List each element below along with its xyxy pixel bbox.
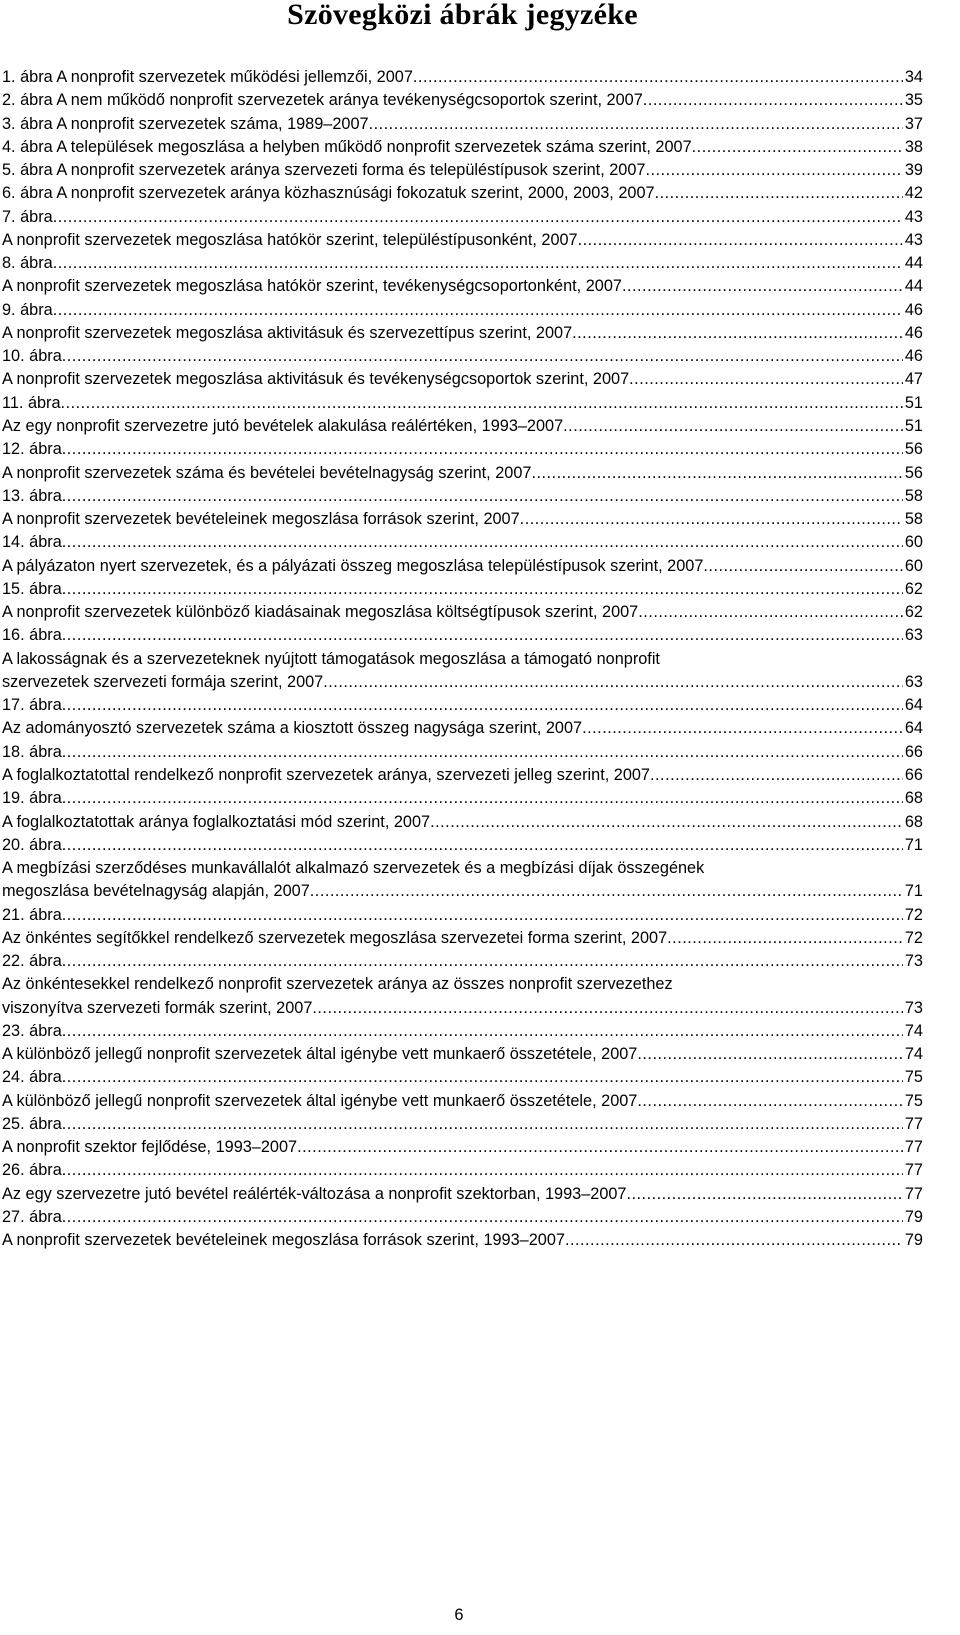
dot-leader: [61, 392, 903, 415]
toc-entry-title: A nonprofit szervezetek bevételeinek megoszlása források szerint, 1993–2007: [2, 1231, 565, 1250]
toc-entry-page: 46: [904, 323, 923, 342]
toc-entry[interactable]: [2, 1020, 923, 1043]
toc-entry-page: 74: [904, 1021, 923, 1040]
toc-entry-title: 1. ábra A nonprofit szervezetek működési jellemzői, 2007: [2, 68, 413, 86]
toc-entry-page: 73: [904, 998, 923, 1017]
dot-leader: [650, 764, 903, 787]
toc-entry-page: 51: [904, 393, 923, 412]
toc-entry-page: 43: [904, 207, 923, 226]
toc-entry[interactable]: [2, 601, 923, 624]
toc-entry[interactable]: [2, 1206, 923, 1229]
toc-entry-title: 21. ábra: [2, 905, 62, 924]
toc-entry-title: 2. ábra A nem működő nonprofit szervezetek aránya tevékenységcsoportok szerint, 2007: [2, 91, 643, 110]
toc-entry-page: 75: [904, 1068, 923, 1087]
toc-entry[interactable]: [2, 415, 923, 438]
toc-entry-page: 77: [904, 1138, 923, 1157]
dot-leader: [62, 531, 903, 554]
toc-entry-title: A nonprofit szervezetek bevételeinek megoszlása források szerint, 2007: [2, 510, 520, 529]
toc-entry-title: szervezetek szervezeti formája szerint, 2007: [2, 672, 324, 691]
page-number: 6: [454, 1606, 464, 1624]
dot-leader: [692, 136, 903, 159]
dot-leader: [297, 1136, 903, 1159]
dot-leader: [62, 787, 903, 810]
toc-entry-page: 44: [904, 277, 923, 296]
dot-leader: [667, 927, 903, 950]
dot-leader: [53, 206, 903, 229]
toc-entry-title: A nonprofit szervezetek száma és bevételei bevételnagyság szerint, 2007: [2, 463, 532, 482]
toc-entry[interactable]: [2, 159, 923, 182]
toc-entry-page: 74: [904, 1045, 923, 1064]
toc-entry-title: 4. ábra A települések megoszlása a helyben működő nonprofit szervezetek száma szerint, 2007: [2, 137, 692, 156]
toc-entry-title: megoszlása bevételnagyság alapján, 2007: [2, 882, 310, 901]
toc-entry[interactable]: [2, 624, 923, 647]
dot-leader: [53, 252, 903, 275]
dot-leader: [582, 717, 903, 740]
toc-entry-page: 56: [904, 463, 923, 482]
toc-entry-page: 68: [904, 812, 923, 831]
toc-entry[interactable]: [2, 694, 923, 717]
toc-entry[interactable]: [2, 1113, 923, 1136]
dot-leader: [703, 555, 902, 578]
toc-entry-title: A nonprofit szervezetek különböző kiadásainak megoszlása költségtípusok szerint, 2007: [2, 603, 639, 622]
toc-entry[interactable]: [2, 717, 923, 740]
dot-leader: [62, 438, 903, 461]
toc-entry-page: 72: [904, 905, 923, 924]
toc-entry[interactable]: [2, 66, 923, 89]
toc-entry-title: 14. ábra: [2, 533, 62, 552]
dot-leader: [626, 1183, 902, 1206]
toc-entry-title: 11. ábra: [2, 393, 61, 412]
toc-entry[interactable]: [2, 252, 923, 275]
toc-entry[interactable]: [2, 1066, 923, 1089]
toc-entry[interactable]: [2, 880, 923, 903]
toc-entry-title: A nonprofit szervezetek megoszlása hatókör szerint, településtípusonként, 2007: [2, 230, 578, 249]
toc-entry[interactable]: [2, 927, 923, 950]
toc-entry[interactable]: [2, 671, 923, 694]
toc-entry-page: 34: [904, 68, 923, 86]
toc-entry-title: 3. ábra A nonprofit szervezetek száma, 1989–2007: [2, 114, 369, 133]
toc-entry[interactable]: [2, 578, 923, 601]
toc-entry[interactable]: [2, 1090, 923, 1113]
toc-line-continued: A lakosságnak és a szervezeteknek nyújtott támogatások megoszlása a támogató nonprofit: [2, 649, 660, 668]
dot-leader: [323, 671, 903, 694]
toc-entry-page: 37: [904, 114, 923, 133]
toc-entry-page: 64: [904, 696, 923, 715]
dot-leader: [638, 601, 903, 624]
toc-entry[interactable]: [2, 1136, 923, 1159]
toc-line-continued: Az önkéntesekkel rendelkező nonprofit szervezetek aránya az összes nonprofit szervezethez: [2, 975, 673, 994]
dot-leader: [520, 508, 903, 531]
toc-entry-title: 7. ábra: [2, 207, 53, 226]
toc-entry[interactable]: [2, 997, 923, 1020]
toc-entry[interactable]: [2, 485, 923, 508]
toc-entry-page: 77: [904, 1184, 923, 1203]
toc-entry[interactable]: [2, 764, 923, 787]
toc-entry-page: 77: [904, 1114, 923, 1133]
dot-leader: [643, 89, 903, 112]
toc-entry-page: 62: [904, 579, 923, 598]
toc-entry[interactable]: [2, 508, 923, 531]
toc-entry-page: 73: [904, 952, 923, 971]
dot-leader: [655, 182, 903, 205]
toc-entry[interactable]: [2, 345, 923, 368]
dot-leader: [62, 578, 903, 601]
toc-entry-title: 17. ábra: [2, 696, 62, 715]
toc-entry[interactable]: [2, 1159, 923, 1182]
toc-entry-title: A nonprofit szervezetek megoszlása aktivitásuk és szervezettípus szerint, 2007: [2, 323, 573, 342]
toc-entry-title: 15. ábra: [2, 579, 62, 598]
toc-entry-page: 35: [904, 91, 923, 110]
dot-leader: [645, 159, 902, 182]
dot-leader: [62, 741, 903, 764]
toc-entry-page: 42: [904, 184, 923, 203]
dot-leader: [312, 997, 903, 1020]
toc-entry-title: A foglalkoztatottak aránya foglalkoztatási mód szerint, 2007: [2, 812, 431, 831]
toc-entry-page: 71: [904, 835, 923, 854]
dot-leader: [53, 299, 903, 322]
toc-entry[interactable]: [2, 299, 923, 322]
toc-entry[interactable]: [2, 1183, 923, 1206]
toc-entry[interactable]: [2, 787, 923, 810]
toc-entry[interactable]: [2, 438, 923, 461]
toc-entry[interactable]: [2, 113, 923, 136]
toc-entry[interactable]: [2, 136, 923, 159]
toc-entry-page: 58: [904, 486, 923, 505]
toc-entry-title: 18. ábra: [2, 742, 62, 761]
toc-entry[interactable]: [2, 206, 923, 229]
toc-entry-title: A pályázaton nyert szervezetek, és a pályázati összeg megoszlása településtípusok szerint, 2007: [2, 556, 704, 575]
dot-leader: [531, 462, 902, 485]
toc-entry-title: 20. ábra: [2, 835, 62, 854]
dot-leader: [62, 624, 903, 647]
dot-leader: [62, 345, 903, 368]
toc-entry[interactable]: [2, 229, 923, 252]
dot-leader: [637, 1090, 903, 1113]
toc-entry[interactable]: [2, 1229, 923, 1252]
toc-entry-title: Az adományosztó szervezetek száma a kiosztott összeg nagysága szerint, 2007: [2, 719, 583, 738]
toc-entry-page: 60: [904, 556, 923, 575]
toc-entry[interactable]: [2, 182, 923, 205]
dot-leader: [629, 368, 903, 391]
dot-leader: [310, 880, 903, 903]
toc-entry-page: 38: [904, 137, 923, 156]
dot-leader: [62, 694, 903, 717]
toc-line-continued: A megbízási szerződéses munkavállalót alkalmazó szervezetek és a megbízási díjak összegének: [2, 859, 705, 878]
dot-leader: [62, 1113, 903, 1136]
toc-entry-page: 60: [904, 533, 923, 552]
toc-entry[interactable]: [2, 531, 923, 554]
toc-entry-title: Az egy nonprofit szervezetre jutó bevételek alakulása reálértéken, 1993–2007: [2, 416, 564, 435]
toc-entry-page: 44: [904, 254, 923, 273]
dot-leader: [572, 322, 903, 345]
toc-entry-title: 10. ábra: [2, 347, 62, 366]
dot-leader: [62, 1066, 903, 1089]
toc-entry-page: 46: [904, 300, 923, 319]
dot-leader: [62, 834, 903, 857]
toc-entry[interactable]: [2, 275, 923, 298]
toc-entry-title: viszonyítva szervezeti formák szerint, 2007: [2, 998, 313, 1017]
toc-entry-title: A foglalkoztatottal rendelkező nonprofit szervezetek aránya, szervezeti jelleg szerint, 2007: [2, 765, 650, 784]
toc-entry-title: 12. ábra: [2, 440, 62, 459]
toc-entry-title: 26. ábra: [2, 1161, 62, 1180]
toc-entry[interactable]: [2, 462, 923, 485]
toc-entry[interactable]: [2, 811, 923, 834]
toc-entry-page: 64: [904, 719, 923, 738]
dot-leader: [563, 415, 903, 438]
toc-entry[interactable]: [2, 89, 923, 112]
toc-entry-title: 13. ábra: [2, 486, 62, 505]
dot-leader: [62, 950, 903, 973]
dot-leader: [413, 66, 903, 89]
toc-entry-page: 79: [904, 1231, 923, 1250]
toc-entry-page: 66: [904, 765, 923, 784]
toc-entry[interactable]: [2, 1043, 923, 1066]
toc-entry-page: 68: [904, 789, 923, 808]
toc-entry-title: 19. ábra: [2, 789, 62, 808]
figure-list: [2, 66, 923, 1253]
toc-entry-page: 46: [904, 347, 923, 366]
toc-entry-title: 8. ábra: [2, 254, 53, 273]
toc-entry-title: A nonprofit szervezetek megoszlása hatókör szerint, tevékenységcsoportonként, 2007: [2, 277, 622, 296]
toc-entry-page: 39: [904, 161, 923, 180]
toc-entry-title: 22. ábra: [2, 952, 62, 971]
dot-leader: [565, 1229, 903, 1252]
toc-entry[interactable]: [2, 322, 923, 345]
dot-leader: [62, 904, 903, 927]
toc-entry-title: Az egy szervezetre jutó bevétel reálérték-változása a nonprofit szektorban, 1993–2007: [2, 1184, 627, 1203]
toc-entry-page: 66: [904, 742, 923, 761]
toc-entry-title: A különböző jellegű nonprofit szervezetek által igénybe vett munkaerő összetétele, 2007: [2, 1091, 638, 1110]
toc-entry-title: Az önkéntes segítőkkel rendelkező szervezetek megoszlása szervezetei forma szerint, 2007: [2, 928, 668, 947]
dot-leader: [622, 275, 903, 298]
toc-entry-page: 58: [904, 510, 923, 529]
toc-entry-title: 27. ábra: [2, 1208, 62, 1227]
toc-entry-page: 75: [904, 1091, 923, 1110]
toc-entry-page: 79: [904, 1208, 923, 1227]
toc-entry-title: 24. ábra: [2, 1068, 62, 1087]
toc-entry-page: 63: [904, 672, 923, 691]
toc-entry-title: 23. ábra: [2, 1021, 62, 1040]
toc-entry-page: 72: [904, 928, 923, 947]
toc-entry[interactable]: [2, 741, 923, 764]
dot-leader: [578, 229, 903, 252]
toc-entry-page: 56: [904, 440, 923, 459]
dot-leader: [62, 1206, 903, 1229]
dot-leader: [369, 113, 903, 136]
dot-leader: [62, 1020, 903, 1043]
toc-entry[interactable]: [2, 368, 923, 391]
toc-entry-title: A nonprofit szektor fejlődése, 1993–2007: [2, 1138, 298, 1157]
toc-entry-page: 62: [904, 603, 923, 622]
toc-entry-page: 51: [904, 416, 923, 435]
toc-entry-title: 5. ábra A nonprofit szervezetek aránya szervezeti forma és településtípusok szerint, 2007: [2, 161, 646, 180]
toc-entry-page: 77: [904, 1161, 923, 1180]
dot-leader: [430, 811, 903, 834]
toc-entry[interactable]: [2, 834, 923, 857]
toc-entry[interactable]: [2, 904, 923, 927]
page-title: Szövegközi ábrák jegyzéke: [287, 0, 638, 31]
dot-leader: [62, 1159, 903, 1182]
toc-entry-title: A különböző jellegű nonprofit szervezetek által igénybe vett munkaerő összetétele, 2007: [2, 1045, 638, 1064]
toc-entry-page: 63: [904, 626, 923, 645]
toc-entry[interactable]: [2, 555, 923, 578]
toc-entry-title: 25. ábra: [2, 1114, 62, 1133]
toc-entry[interactable]: [2, 950, 923, 973]
toc-entry-title: A nonprofit szervezetek megoszlása aktivitásuk és tevékenységcsoportok szerint, 2007: [2, 370, 630, 389]
toc-entry-title: 9. ábra: [2, 300, 53, 319]
toc-entry[interactable]: [2, 392, 923, 415]
dot-leader: [637, 1043, 903, 1066]
toc-entry-page: 71: [904, 882, 923, 901]
toc-entry-title: 6. ábra A nonprofit szervezetek aránya közhasznúsági fokozatuk szerint, 2000, 2003, 2007: [2, 184, 655, 203]
toc-entry-page: 43: [904, 230, 923, 249]
toc-entry-page: 47: [904, 370, 923, 389]
dot-leader: [62, 485, 903, 508]
toc-entry-title: 16. ábra: [2, 626, 62, 645]
